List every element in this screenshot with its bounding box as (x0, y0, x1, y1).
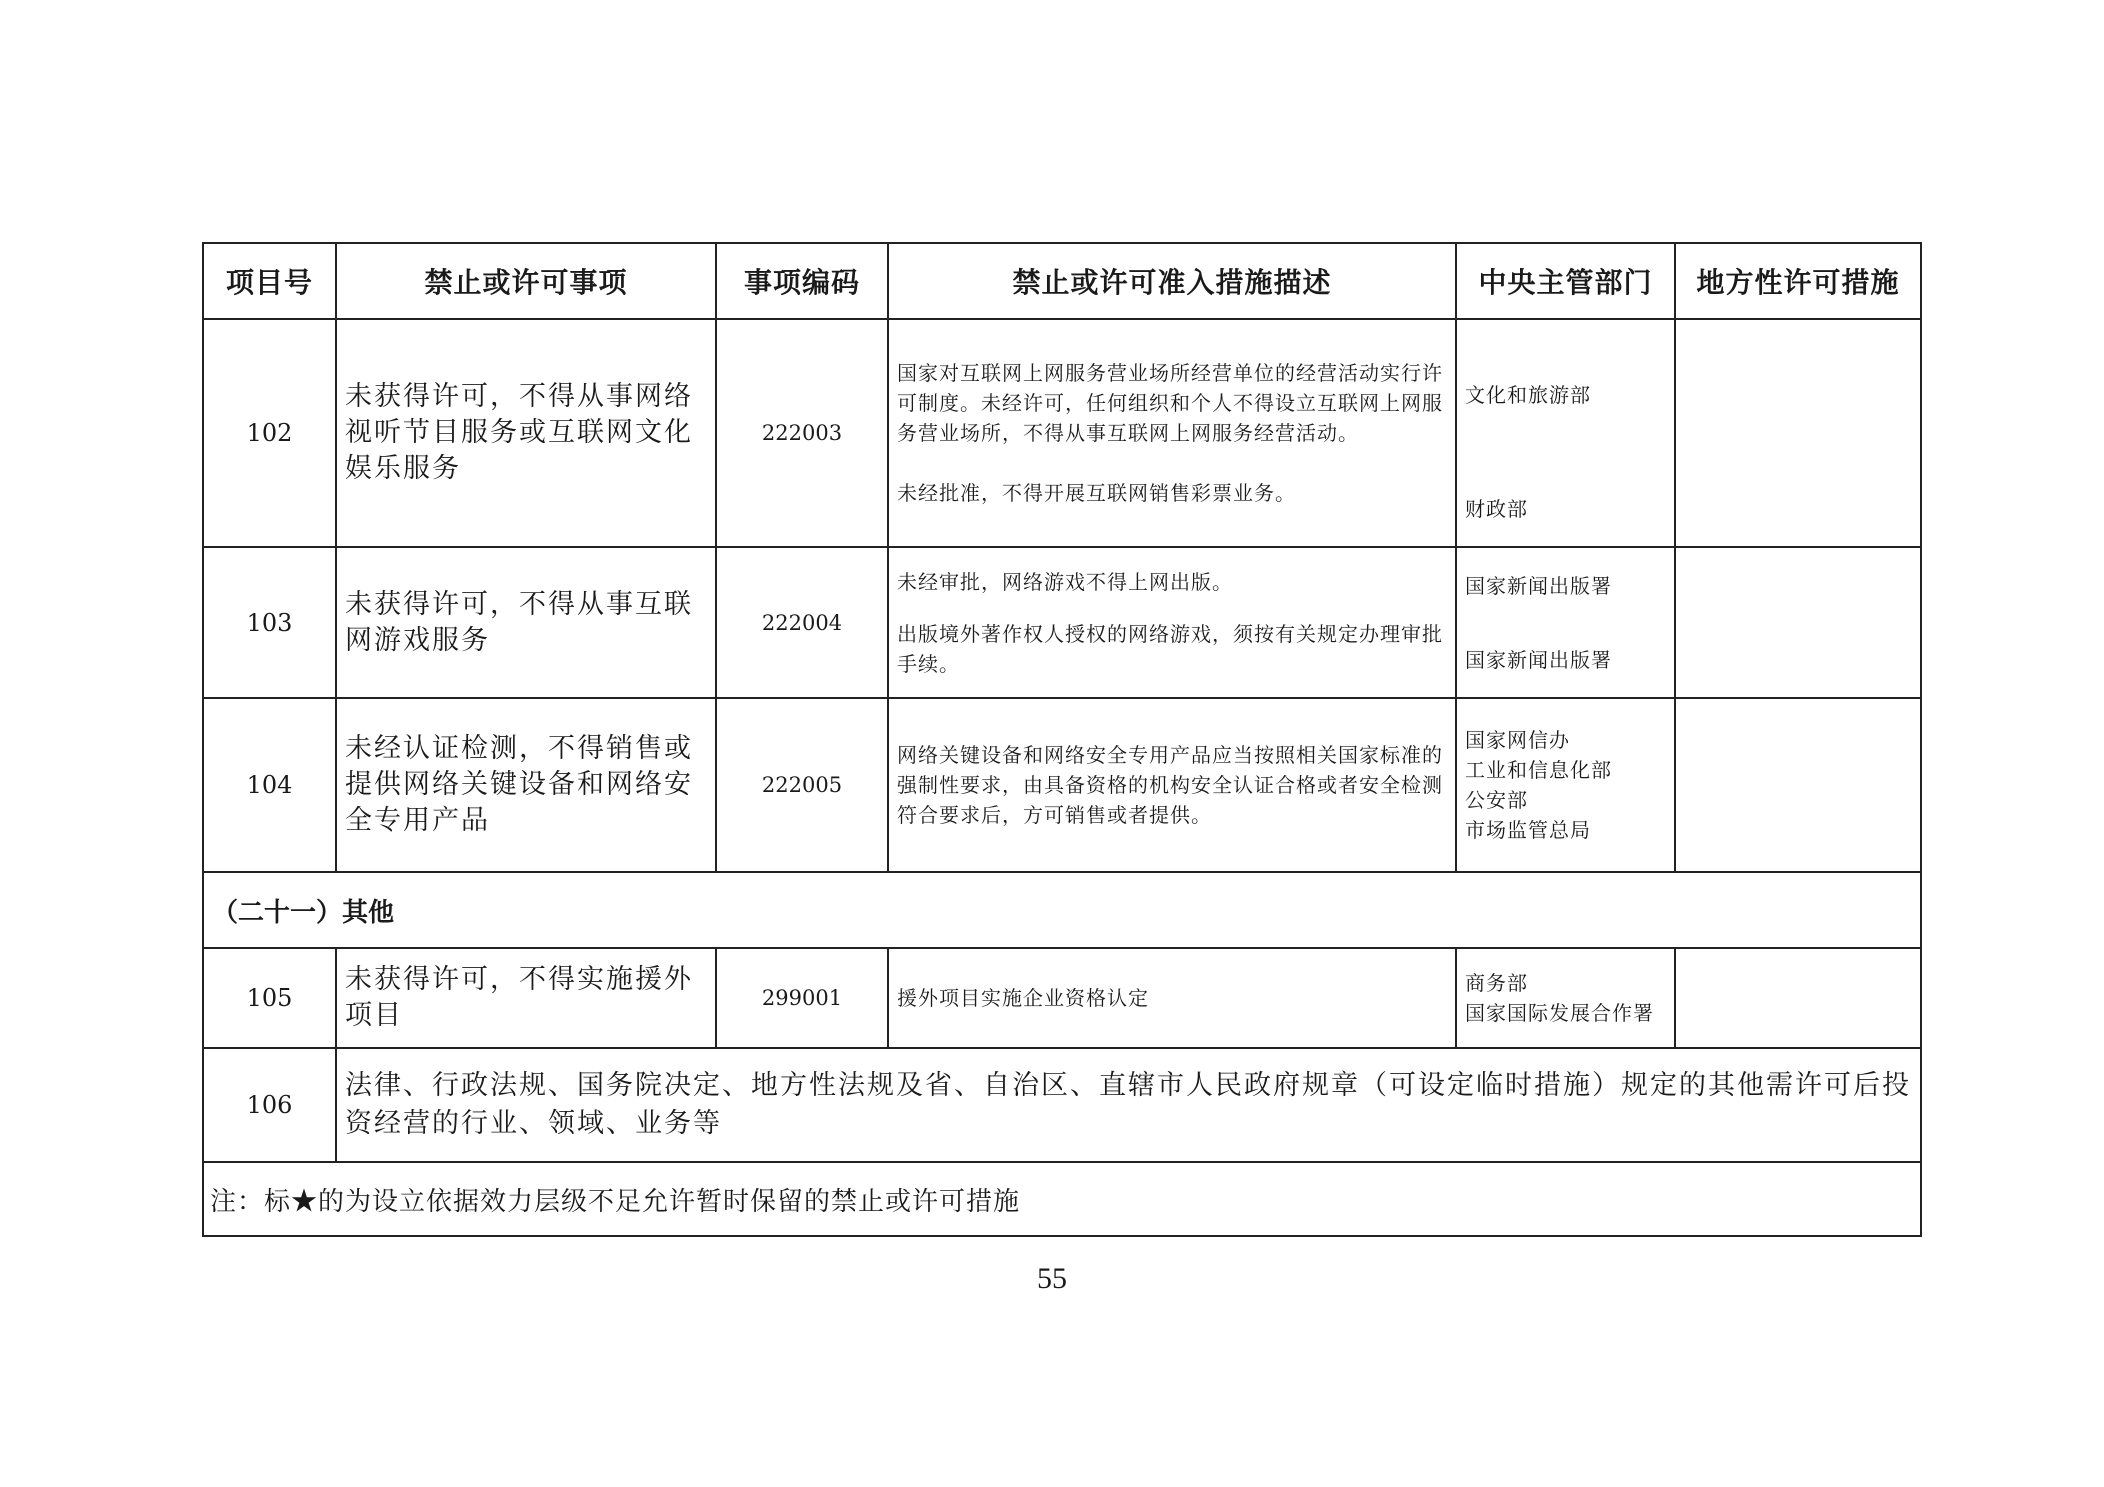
description-paragraph: 国家对互联网上网服务营业场所经营单位的经营活动实行许可制度。未经许可，任何组织和个人不得设立互联网上网服务营业场所，不得从事互联网上网服务经营活动。 (897, 361, 1443, 445)
row-item: 未获得许可，不得实施援外项目 (336, 948, 716, 1048)
table-row (203, 948, 1921, 1048)
negative-list-table (202, 242, 1922, 1237)
row-local-measure (1675, 319, 1921, 547)
section-row (203, 872, 1921, 948)
header-item: 禁止或许可事项 (336, 243, 716, 319)
table-header-row (203, 243, 1921, 319)
page-number: 55 (1037, 1262, 1067, 1295)
row-department (1456, 319, 1675, 547)
department-name: 商务部 (1465, 971, 1528, 995)
department-name: 国家新闻出版署 (1465, 647, 1612, 672)
description-paragraph: 援外项目实施企业资格认定 (897, 986, 1149, 1010)
row-local-measure (1675, 948, 1921, 1048)
row-code: 299001 (716, 948, 888, 1048)
row-department (1456, 547, 1675, 698)
table-row (203, 698, 1921, 872)
department-name: 市场监管总局 (1465, 818, 1591, 842)
note-row (203, 1162, 1921, 1236)
table-row (203, 319, 1921, 547)
row-department (1456, 948, 1675, 1048)
description-paragraph: 网络关键设备和网络安全专用产品应当按照相关国家标准的强制性要求，由具备资格的机构安全认证合格或者安全检测符合要求后，方可销售或者提供。 (897, 743, 1443, 827)
row-code: 222005 (716, 698, 888, 872)
header-local-measures: 地方性许可措施 (1675, 243, 1921, 319)
description-paragraph: 未经批准，不得开展互联网销售彩票业务。 (897, 481, 1296, 505)
header-project-number: 项目号 (203, 243, 336, 319)
row-local-measure (1675, 698, 1921, 872)
department-name: 国家国际发展合作署 (1465, 1001, 1654, 1025)
row-description (888, 948, 1456, 1048)
row-item: 未经认证检测，不得销售或提供网络关键设备和网络安全专用产品 (336, 698, 716, 872)
row-number: 104 (203, 698, 336, 872)
row-local-measure (1675, 547, 1921, 698)
department-name: 工业和信息化部 (1465, 758, 1612, 782)
table-row (203, 547, 1921, 698)
table-note: 注：标★的为设立依据效力层级不足允许暂时保留的禁止或许可措施 (203, 1162, 1921, 1236)
header-department: 中央主管部门 (1456, 243, 1675, 319)
department-name: 文化和旅游部 (1465, 383, 1591, 407)
table-row (203, 1048, 1921, 1162)
row-code: 222004 (716, 547, 888, 698)
header-description: 禁止或许可准入措施描述 (888, 243, 1456, 319)
row-number: 103 (203, 547, 336, 698)
row-description (888, 319, 1456, 547)
department-name: 国家网信办 (1465, 728, 1570, 752)
description-paragraph: 未经审批，网络游戏不得上网出版。 (897, 569, 1233, 594)
department-name: 公安部 (1465, 788, 1528, 812)
row-merged-text: 法律、行政法规、国务院决定、地方性法规及省、自治区、直辖市人民政府规章（可设定临时措施）规定的其他需许可后投资经营的行业、领域、业务等 (336, 1048, 1921, 1162)
row-number: 105 (203, 948, 336, 1048)
row-department (1456, 698, 1675, 872)
header-code: 事项编码 (716, 243, 888, 319)
row-description (888, 698, 1456, 872)
section-heading: （二十一）其他 (203, 872, 1921, 948)
department-name: 财政部 (1465, 497, 1528, 521)
row-code: 222003 (716, 319, 888, 547)
description-paragraph: 出版境外著作权人授权的网络游戏，须按有关规定办理审批手续。 (897, 621, 1443, 676)
row-description (888, 547, 1456, 698)
row-number: 102 (203, 319, 336, 547)
row-item: 未获得许可，不得从事互联网游戏服务 (336, 547, 716, 698)
row-item: 未获得许可，不得从事网络视听节目服务或互联网文化娱乐服务 (336, 319, 716, 547)
row-number: 106 (203, 1048, 336, 1162)
department-name: 国家新闻出版署 (1465, 573, 1612, 598)
